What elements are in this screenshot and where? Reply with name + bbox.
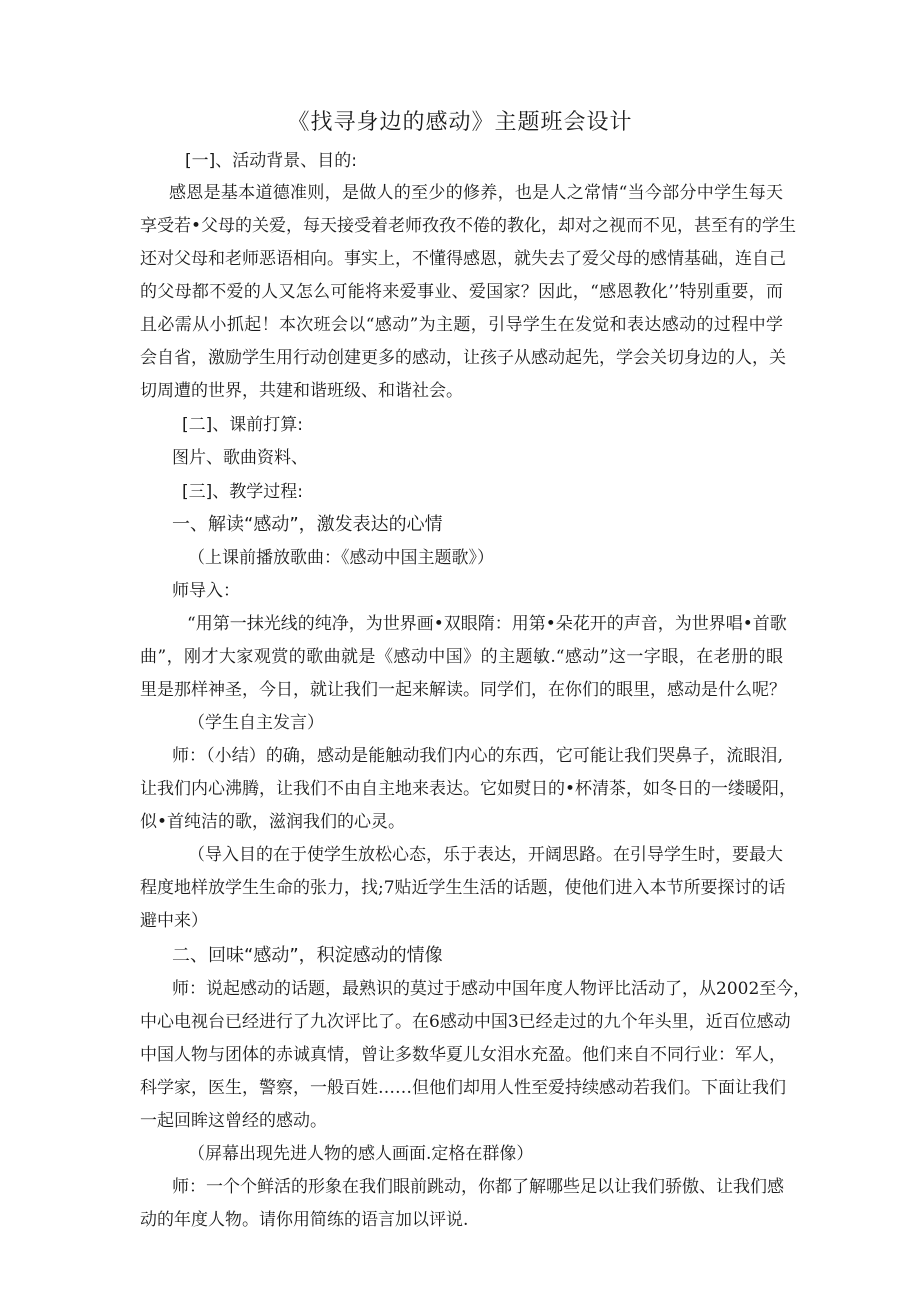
paragraph-line: 动的年度人物。请你用简练的语言加以评说. (140, 1210, 469, 1230)
paragraph-line: 师：说起感动的话题，最熟识的莫过于感动中国年度人物评比活动了，从2002至今， (172, 979, 811, 999)
section-1-heading: [一]、活动背景、目的: (185, 151, 357, 171)
section-3-heading: [三]、教学过程: (182, 482, 303, 502)
part-1-note-2: （学生自主发言） (188, 713, 324, 733)
paragraph-line: 还对父母和老师恶语相向。事实上，不懂得感恩，就失去了爱父母的感情基础，连自己 (140, 249, 786, 269)
paragraph-line: 师：一个个鲜活的形象在我们眼前跳动，你都了解哪些足以让我们骄傲、让我们感 (172, 1177, 784, 1197)
paragraph-line: 会自省，激励学生用行动创建更多的感动，让孩子从感动起先，学会关切身边的人，关 (140, 348, 786, 368)
paragraph-line: 一起回眸这曾经的感动。 (140, 1111, 327, 1131)
paragraph-line: 中心电视台已经进行了九次评比了。在6感动中国3已经走过的九个年头里，近百位感动 (140, 1012, 791, 1032)
paragraph-line: （导入目的在于使学生放松心态，乐于表达，开阔思路。在引导学生时，要最大 (188, 845, 783, 865)
paragraph-line: 感恩是基本道德准则，是做人的至少的修养，也是人之常情“当今部分中学生每天 (169, 183, 783, 203)
paragraph-line: 里是那样神圣，今日，就让我们一起来解读。同学们，在你们的眼里，感动是什么呢？ (140, 680, 786, 700)
part-1-lead: 师导入： (172, 581, 240, 601)
paragraph-line: 中国人物与团体的赤诚真情，曾让多数华夏儿女泪水充盈。他们来自不同行业：军人， (140, 1045, 786, 1065)
paragraph-line: 享受若•父母的关爱，每天接受着老师孜孜不倦的教化，却对之视而不见，甚至有的学生 (140, 216, 797, 236)
paragraph-line: 程度地样放学生生命的张力，找;7贴近学生生活的话题，使他们进入本节所要探讨的话 (140, 878, 786, 898)
part-2-note: （屏幕出现先进人物的感人画面.定格在群像） (188, 1144, 534, 1164)
paragraph-line: 似•首纯洁的歌，滋润我们的心灵。 (140, 812, 406, 832)
paragraph-line: “用第一抹光线的纯净，为世界画•双眼隋：用第•朵花开的声音，为世界唱•首歌 (187, 614, 787, 634)
section-2-heading: [二]、课前打算: (182, 415, 303, 435)
paragraph-line: 曲”，刚才大家观赏的歌曲就是《感动中国》的主题敏.“感动”这一字眼，在老册的眼 (140, 647, 783, 667)
part-2-heading: 二、回味“感动”，积淀感动的情像 (172, 945, 443, 966)
part-1-heading: 一、解读“感动”，激发表达的心情 (172, 514, 443, 535)
paragraph-line: 科学家，医生，警察，一般百姓……但他们却用人性至爱持续感动若我们。下面让我们 (140, 1078, 786, 1098)
section-2-text: 图片、歌曲资料、 (172, 448, 308, 468)
document-title: 《找寻身边的感动》主题班会设计 (287, 110, 633, 135)
paragraph-line: 师：（小结）的确，感动是能触动我们内心的东西，它可能让我们哭鼻子，流眼泪, (172, 746, 783, 766)
paragraph-line: 切周遭的世界，共建和谐班级、和谐社会。 (140, 381, 463, 401)
paragraph-line: 避中来） (140, 911, 208, 931)
paragraph-line: 且必需从小抓起！本次班会以“感动”为主题，引导学生在发觉和表达感动的过程中学 (140, 315, 783, 335)
paragraph-line: 的父母都不爱的人又怎么可能将来爱事业、爱国家？因此，“感恩教化’’特别重要，而 (140, 282, 783, 302)
part-1-note: （上课前播放歌曲：《感动中国主题歌》） (188, 548, 494, 568)
paragraph-line: 让我们内心沸腾，让我们不由自主地来表达。它如熨日的•杯清茶，如冬日的一缕暖阳， (140, 779, 797, 799)
